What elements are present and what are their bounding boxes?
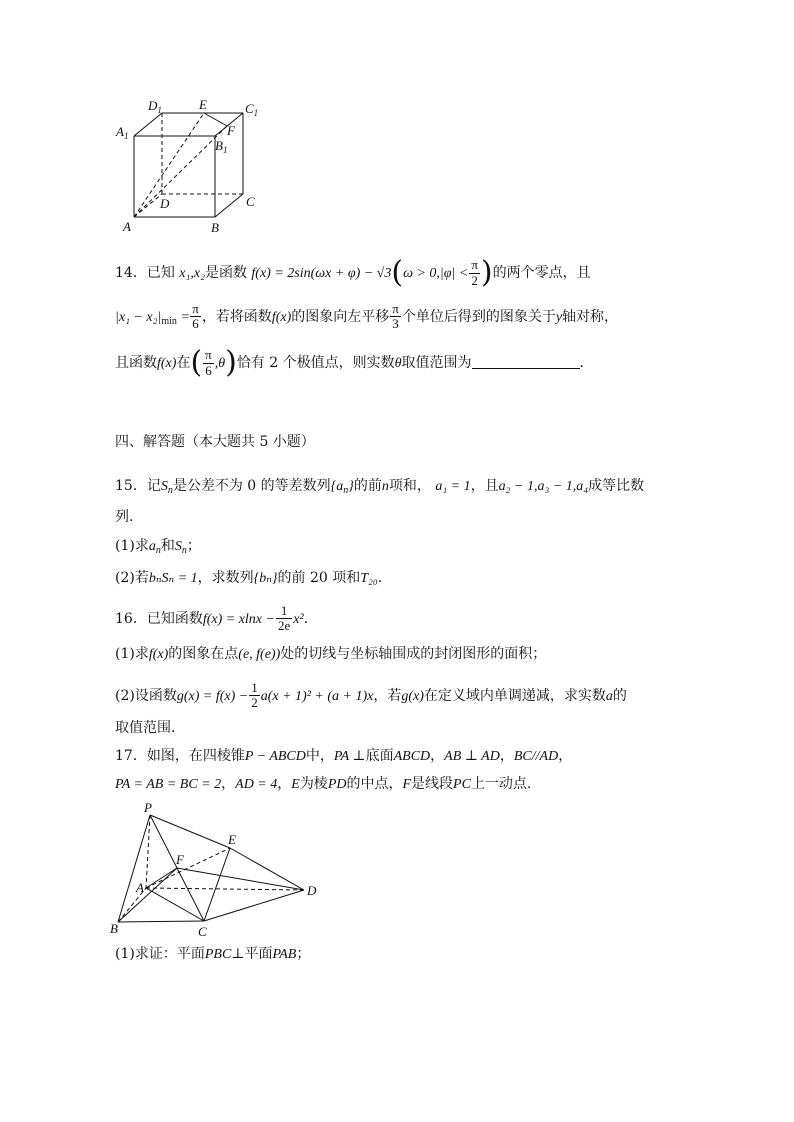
segment-ec — [204, 848, 230, 921]
answer-blank[interactable] — [472, 354, 580, 369]
q15-line2: 列. — [115, 509, 134, 525]
q15-line1: 15．记$S_n$是公差不为 0 的等差数列$\{a_n\}$的前n项和， a₁ = 1，且a₂ − 1,a₃ − 1,a₄成等比数 — [115, 478, 645, 496]
edge-cd — [204, 890, 304, 921]
q17-line1: 17．如图，在四棱锥P − ABCD中，PA ⊥底面ABCD，AB ⊥ AD，BC//AD， — [115, 748, 573, 764]
edge-ad-hidden — [146, 888, 304, 890]
label-d: D — [307, 883, 317, 898]
label-p: P — [144, 800, 152, 815]
q17-line2: PA = AB = BC = 2，AD = 4，E为棱PD的中点，F是线段PC上一动点. — [115, 776, 532, 792]
q14-line3: 且函数f(x)在( $\frac{\pi}{6}$ ,θ)恰有 2 个极值点，则实数θ取值范围为 . — [115, 345, 584, 380]
label-a1: $A_1$ — [116, 124, 129, 141]
label-f: F — [227, 123, 235, 138]
segment-ef — [204, 113, 227, 126]
label-c1: $C_1$ — [245, 101, 259, 118]
label-b1: $B_1$ — [215, 138, 228, 155]
q16-part1: (1)求f(x)的图象在点(e, f(e))处的切线与坐标轴围成的封闭图形的面积； — [115, 646, 547, 662]
label-f: F — [176, 852, 184, 867]
label-e: E — [228, 832, 236, 847]
q15-part1: (1)求$a_n$和$S_n$； — [115, 538, 201, 556]
label-b: B — [110, 921, 118, 936]
label-e: E — [199, 97, 207, 112]
label-d: D — [160, 196, 170, 211]
label-b: B — [211, 220, 219, 235]
q14-line1: 14．已知 x₁,x₂是函数 f(x) = 2sin(ωx + φ) − √3(ω > 0,|φ| < $\frac{\pi}{2}$ )的两个零点，且 — [115, 255, 591, 290]
q16-part2: (2)设函数g(x) = f(x) − $\frac{1}{2}$ a(x + 1)² + (a + 1)x，若g(x)在定义域内单调递减，求实数a的 — [115, 680, 627, 711]
segment-bf — [118, 868, 177, 922]
pyramid-figure — [108, 800, 328, 942]
label-a: A — [136, 880, 144, 895]
section4-title: 四、解答题（本大题共 5 小题） — [115, 434, 315, 450]
edge-ad-hidden — [134, 194, 162, 217]
q17-part1: (1)求证：平面PBC⊥平面PAB； — [115, 946, 311, 962]
q16-part2-cont: 取值范围. — [115, 720, 176, 736]
cube-figure — [112, 96, 272, 236]
label-a: A — [123, 219, 131, 234]
q14-line2: $|x_1 - x_2|_{min}$ = $\frac{\pi}{6}$ ，若将函数f(x)的图象向左平移 $\frac{\pi}{3}$ 个单位后得到的图象关于y轴对称， — [115, 301, 619, 332]
edge-bc — [118, 921, 204, 922]
label-c: C — [246, 194, 255, 209]
edge-a1d1 — [134, 113, 162, 136]
label-c: C — [198, 924, 207, 939]
edge-pb — [118, 815, 150, 922]
segment-af — [146, 868, 177, 888]
label-d1: $D_1$ — [148, 98, 162, 115]
edge-pe — [150, 815, 230, 848]
q15-part2: (2)若bₙSₙ = 1，求数列{bₙ}的前 20 项和T₂₀. — [115, 570, 383, 586]
edge-bc — [215, 194, 243, 217]
q16-line1: 16．已知函数f(x) = xlnx − $\frac{1}{2e}$ x². — [115, 603, 309, 634]
segment-af-hidden — [134, 126, 227, 217]
